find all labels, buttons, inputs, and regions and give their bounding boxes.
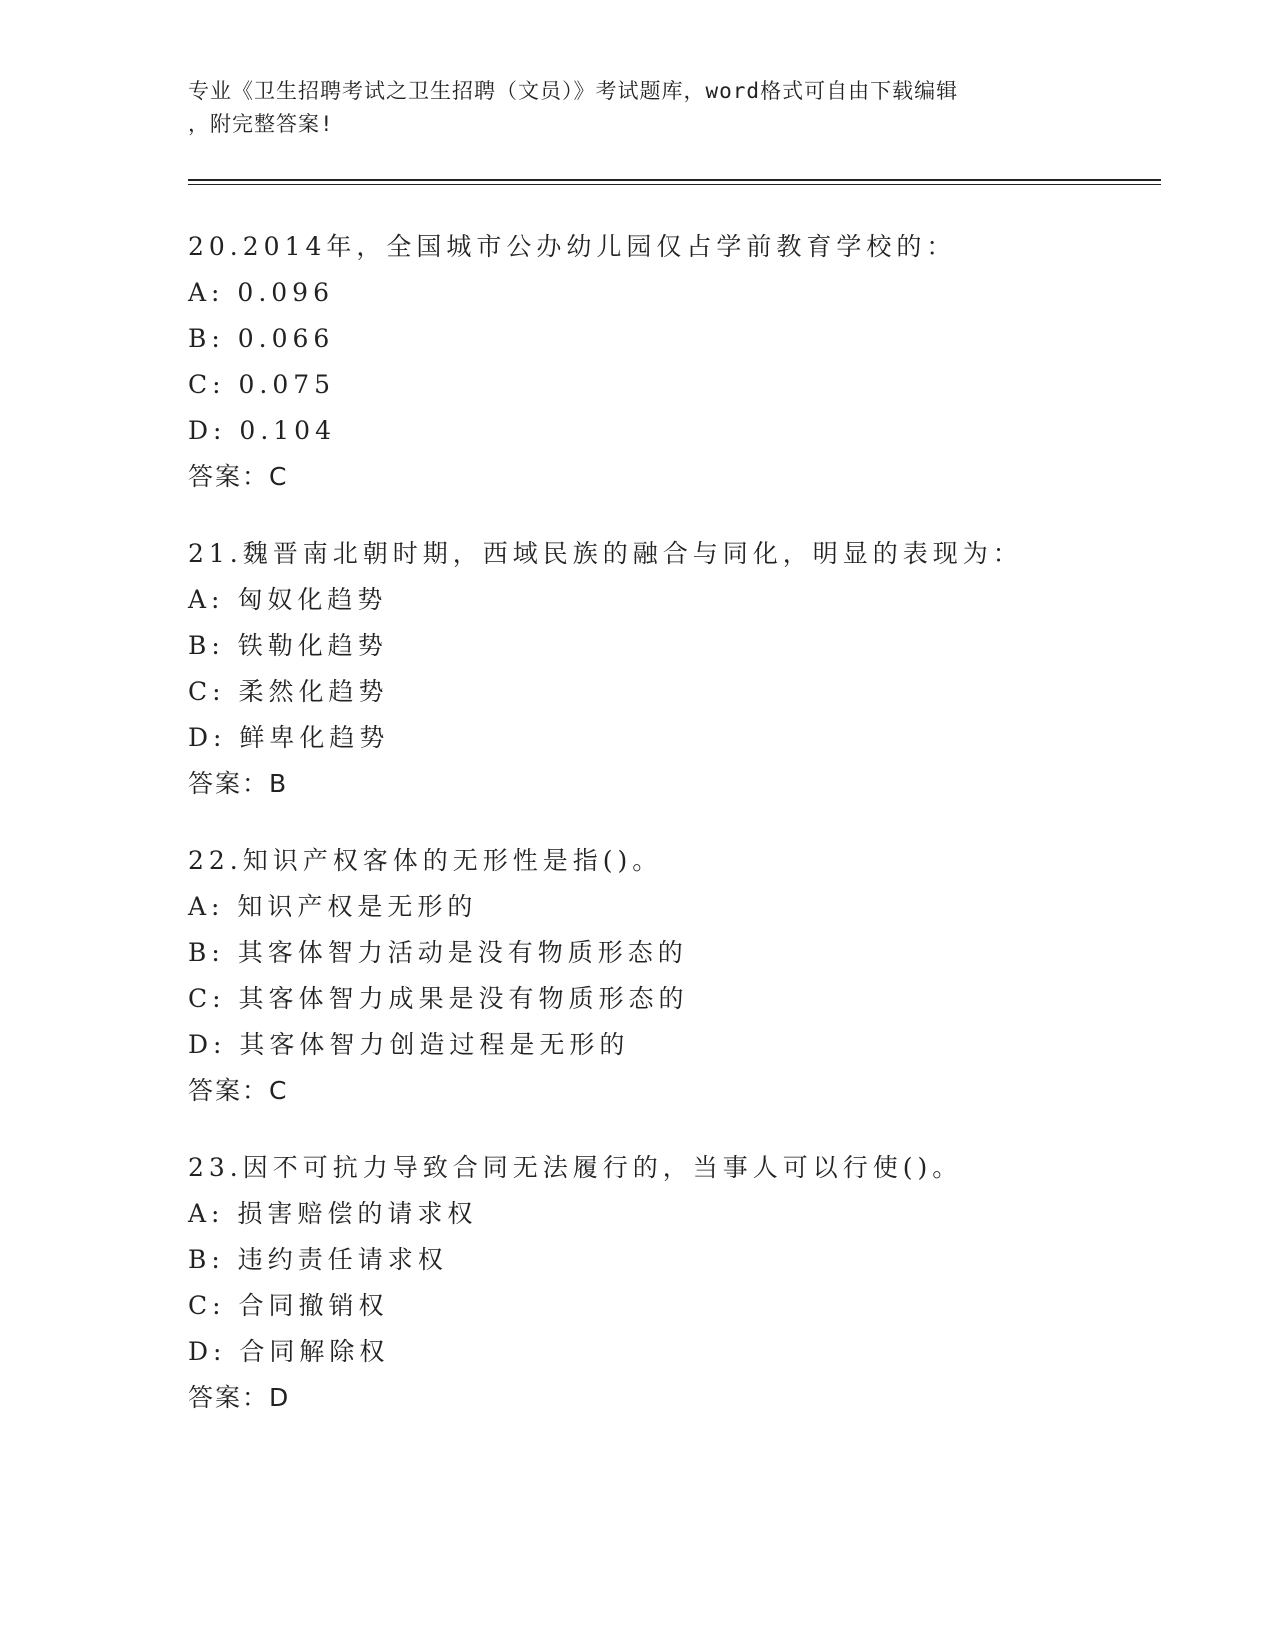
header-line-2: ，附完整答案! [188, 112, 334, 136]
document-header [188, 75, 1088, 141]
question-title: 22.知识产权客体的无形性是指()。 [188, 846, 663, 875]
option-a: A: 损害赔偿的请求权 [188, 1199, 478, 1228]
header-divider-thick [188, 179, 1161, 181]
header-divider-thin [188, 184, 1161, 185]
answer-line [188, 454, 1188, 500]
option-b: B: 其客体智力活动是没有物质形态的 [188, 938, 688, 967]
question-title: 23.因不可抗力导致合同无法履行的，当事人可以行使()。 [188, 1153, 963, 1182]
answer-label: 答案： [188, 1076, 270, 1105]
option-d: D: 0.104 [188, 416, 336, 445]
question-block-21 [188, 531, 1188, 807]
option-c: C: 柔然化趋势 [188, 677, 389, 706]
answer-value: B [269, 769, 289, 798]
option-a: A: 知识产权是无形的 [188, 892, 478, 921]
answer-line [188, 1375, 1188, 1421]
option-d: D: 合同解除权 [188, 1337, 390, 1366]
answer-line [188, 1068, 1188, 1114]
answer-label: 答案： [188, 1383, 270, 1412]
option-d: D: 其客体智力创造过程是无形的 [188, 1030, 630, 1059]
answer-value: C [269, 462, 289, 491]
option-a: A: 0.096 [188, 278, 334, 307]
option-c: C: 合同撤销权 [188, 1291, 389, 1320]
option-b: B: 铁勒化趋势 [188, 631, 388, 660]
question-block-20 [188, 224, 1188, 500]
answer-label: 答案： [188, 769, 270, 798]
option-b: B: 0.066 [188, 324, 335, 353]
answer-label: 答案： [188, 462, 270, 491]
question-title: 20.2014年，全国城市公办幼儿园仅占学前教育学校的： [188, 232, 957, 261]
option-c: C: 其客体智力成果是没有物质形态的 [188, 984, 689, 1013]
option-c: C: 0.075 [188, 370, 336, 399]
answer-value: C [269, 1076, 289, 1105]
answer-line [188, 761, 1188, 807]
question-block-22 [188, 838, 1188, 1114]
option-a: A: 匈奴化趋势 [188, 585, 388, 614]
answer-value: D [269, 1383, 291, 1412]
option-d: D: 鲜卑化趋势 [188, 723, 390, 752]
option-b: B: 违约责任请求权 [188, 1245, 448, 1274]
question-title: 21.魏晋南北朝时期，西域民族的融合与同化，明显的表现为： [188, 539, 1023, 568]
question-block-23 [188, 1145, 1188, 1421]
header-line-1: 专业《卫生招聘考试之卫生招聘（文员）》考试题库，word格式可自由下载编辑 [188, 79, 959, 103]
